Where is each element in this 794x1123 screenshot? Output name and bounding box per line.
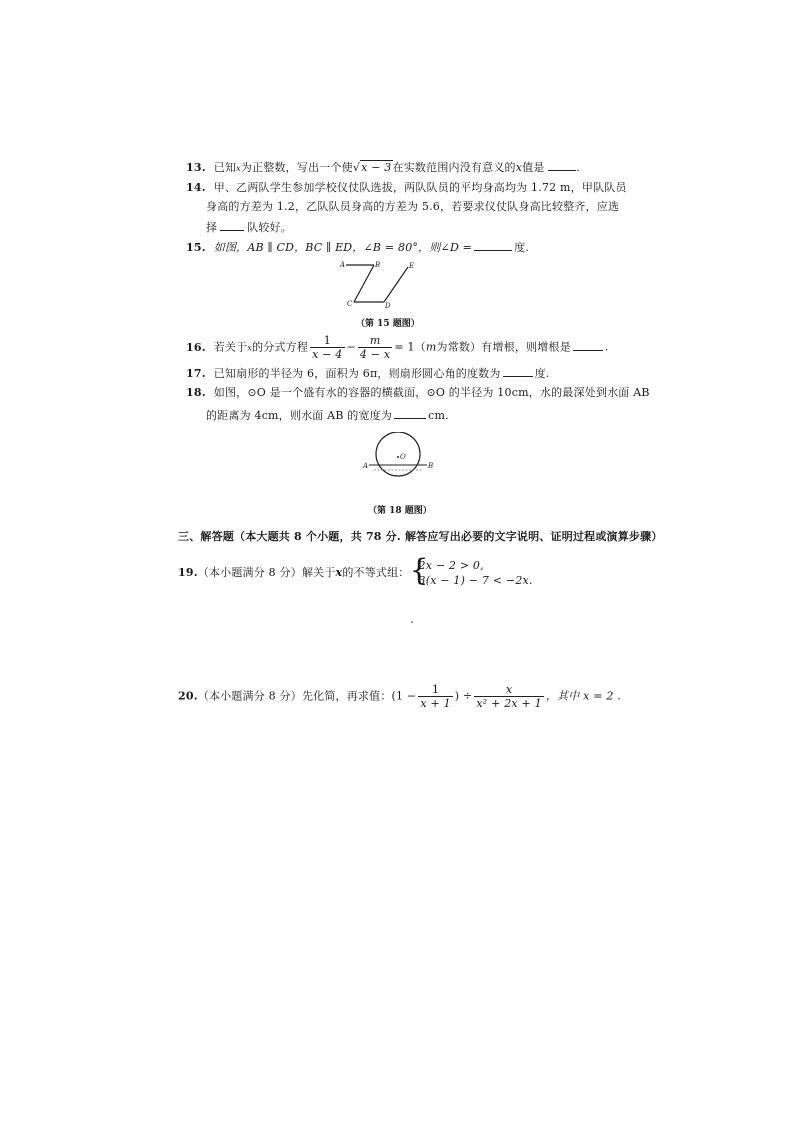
question-14-line-2 [206,200,619,214]
question-14-line-1 [186,181,627,195]
question-number: 20. [178,689,198,703]
question-19 [178,553,533,588]
figure-18-caption: （第 18 题图） [368,506,432,516]
q19-text: （本小题满分 8 分）解关于 [197,566,336,579]
question-20 [178,683,621,710]
q13-var-x-2: x [515,161,523,174]
question-number: 16. [186,340,206,354]
q14-line2: 身高的方差为 1.2，乙队队员身高的方差为 5.6，若要求仪仗队身高比较整齐，应选 [206,200,620,213]
f2-numerator: x [474,683,543,697]
q14-line1: 甲、乙两队学生参加学校仪仗队选拔，两队队员的平均身高均为 1.72 m，甲队队员 [213,181,627,194]
q20-expr-b: ) ÷ [454,689,473,703]
q16-text-b: 的分式方程 [252,340,309,354]
f1-denominator: x + 1 [420,697,451,710]
q13-var-x: x [236,164,241,173]
question-number: 13. [186,161,206,174]
q16-var-x: x [247,343,253,353]
fraction-2 [358,334,392,361]
figure-18 [362,432,434,480]
frac1-numerator: 1 [310,334,344,348]
fraction-1 [418,683,452,710]
figure-15 [336,258,422,310]
q18-line2-a: 的距离为 4cm，则水面 AB 的宽度为 [206,409,393,422]
q17-text: 已知扇形的半径为 6，面积为 6π，则扇形圆心角的度数为 [213,367,501,380]
question-number: 19. [178,566,198,579]
label-e: E [409,262,415,270]
q16-m: m [425,340,437,354]
q16-eq: = 1（ [394,340,426,354]
q16-tail: . [604,340,609,354]
question-number: 14. [186,181,206,194]
question-14-line-3 [206,220,292,235]
question-number: 15. [186,241,206,254]
inequality-row-2: 3(x − 1) − 7 < −2x. [418,574,533,587]
q14-line3-b: 队较好。 [247,221,293,234]
q13-text-b: 为正整数，写出一个使 [240,161,353,174]
f1-numerator: 1 [418,683,452,697]
question-18-line-1 [186,386,650,400]
label-b: B [375,261,381,269]
q20-text: （本小题满分 8 分）先化简，再求值： [197,689,392,703]
label-o: O [400,453,406,461]
q13-text-a: 已知 [213,161,237,174]
minus-sign: − [346,340,356,354]
label-b: B [428,462,434,470]
q14-line3-a: 择 [206,221,218,234]
answer-blank[interactable] [394,408,426,419]
answer-blank[interactable] [474,240,512,251]
q20-expr-a: (1 − [391,689,417,703]
fraction-1 [310,334,344,361]
q16-text-c: 为常数）有增根，则增根是 [436,340,571,354]
question-number: 17. [186,367,206,380]
question-number: 18. [186,386,206,399]
q17-tail: 度. [534,367,550,380]
frac2-numerator: m [358,334,392,348]
inequality-system [409,553,533,588]
question-17 [186,366,549,381]
question-13: 13. 已知x为正整数，写出一个使√x − 3在实数范围内没有意义的x值是 . [186,161,580,174]
q16-text-a: 若关于 [213,340,248,354]
inequality-row-1: 2x − 2 > 0, [418,559,484,572]
brace-icon: { [409,553,429,588]
answer-blank[interactable] [573,340,603,351]
answer-blank[interactable] [548,160,576,171]
q15-text: 如图，AB ∥ CD，BC ∥ ED，∠B = 80°，则∠D = [213,241,473,254]
q13-text-c: 在实数范围内没有意义的 [392,161,516,174]
label-c: C [347,300,353,308]
answer-blank[interactable] [503,366,533,377]
question-15 [186,240,529,255]
q20-tail: ，其中 x = 2 . [545,689,621,703]
question-16 [186,334,609,361]
figure-15-caption: （第 15 题图） [356,319,420,329]
q19-text-b: 的不等式组： [342,566,410,579]
q13-text-d: 值是 [522,161,545,174]
section-3-title: 三、解答题（本大题共 8 个小题，共 78 分. 解答应写出必要的文字说明、证明过程或演算步骤） [178,530,663,543]
label-d: D [385,302,391,310]
label-a: A [363,462,369,470]
q19-var: x [335,566,343,579]
label-a: A [340,261,346,269]
answer-blank[interactable] [220,220,244,231]
scan-speck [411,621,413,623]
f2-denominator: x² + 2x + 1 [476,697,542,710]
q18-line1: 如图，⊙O 是一个盛有水的容器的横截面，⊙O 的半径为 10cm，水的最深处到水面 AB [213,386,650,399]
q13-sqrt-content: x − 3 [361,161,392,174]
q18-line2-b: cm. [428,409,449,422]
q15-tail: 度. [514,241,529,254]
frac2-denominator: 4 − x [359,348,391,361]
fraction-2 [474,683,543,710]
frac1-denominator: x − 4 [312,348,343,361]
question-18-line-2 [206,408,449,423]
